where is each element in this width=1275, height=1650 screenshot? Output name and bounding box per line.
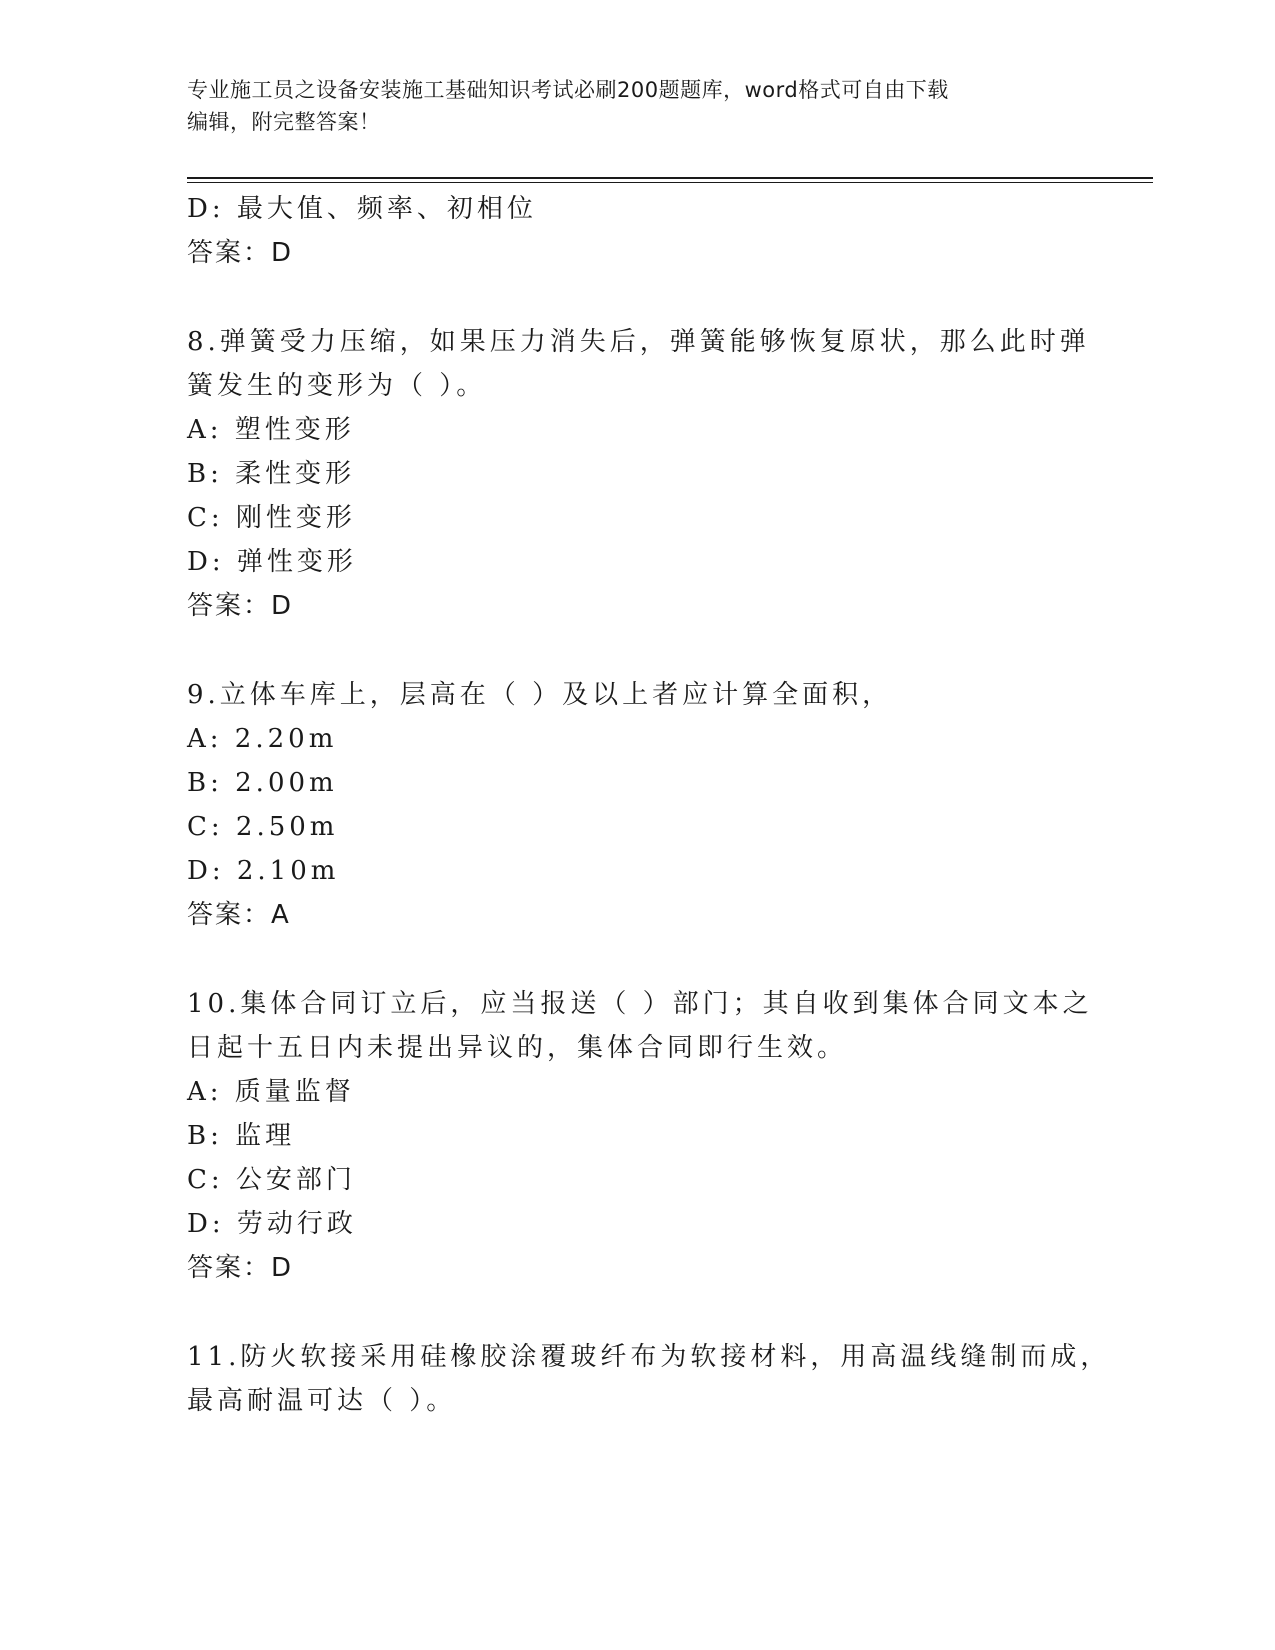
q11-stem-line-2: 最高耐温可达（ ）。: [187, 1386, 457, 1416]
q8-option-b: B: 柔性变形: [187, 459, 356, 489]
q9-option-b: B: 2.00m: [187, 768, 338, 798]
q8-stem-line-2: 簧发生的变形为（ ）。: [187, 371, 487, 401]
q9-stem-line-1: 9.立体车库上，层高在（ ）及以上者应计算全面积，: [187, 680, 893, 710]
q9-option-c: C: 2.50m: [187, 812, 339, 842]
header-title-line-2: 编辑，附完整答案！: [187, 110, 381, 134]
q10-answer: 答案：D: [187, 1253, 294, 1283]
q11-stem-line-1: 11.防火软接采用硅橡胶涂覆玻纤布为软接材料，用高温线缝制而成，: [187, 1342, 1111, 1372]
q9-answer: 答案：A: [187, 900, 291, 930]
header-divider-thick: [187, 177, 1153, 179]
q10-option-b: B: 监理: [187, 1121, 296, 1151]
q8-option-a: A: 塑性变形: [187, 415, 355, 445]
q9-option-a: A: 2.20m: [187, 724, 338, 754]
q9-option-d: D: 2.10m: [187, 856, 340, 886]
header-divider-thin: [187, 182, 1153, 183]
document-header: [187, 74, 1067, 138]
q10-option-a: A: 质量监督: [187, 1077, 355, 1107]
q8-stem-line-1: 8.弹簧受力压缩，如果压力消失后，弹簧能够恢复原状，那么此时弹: [187, 327, 1090, 357]
q10-option-c: C: 公安部门: [187, 1165, 356, 1195]
header-title-line-1: 专业施工员之设备安装施工基础知识考试必刷200题题库，word格式可自由下载: [187, 78, 949, 102]
q7-option-d: D: 最大值、频率、初相位: [187, 194, 537, 224]
q8-answer: 答案：D: [187, 591, 294, 621]
q10-stem-line-2: 日起十五日内未提出异议的，集体合同即行生效。: [187, 1033, 848, 1063]
q10-option-d: D: 劳动行政: [187, 1209, 357, 1239]
q8-option-c: C: 刚性变形: [187, 503, 356, 533]
q7-answer: 答案：D: [187, 238, 294, 268]
q10-stem-line-1: 10.集体合同订立后，应当报送（ ）部门；其自收到集体合同文本之: [187, 989, 1093, 1019]
q8-option-d: D: 弹性变形: [187, 547, 357, 577]
